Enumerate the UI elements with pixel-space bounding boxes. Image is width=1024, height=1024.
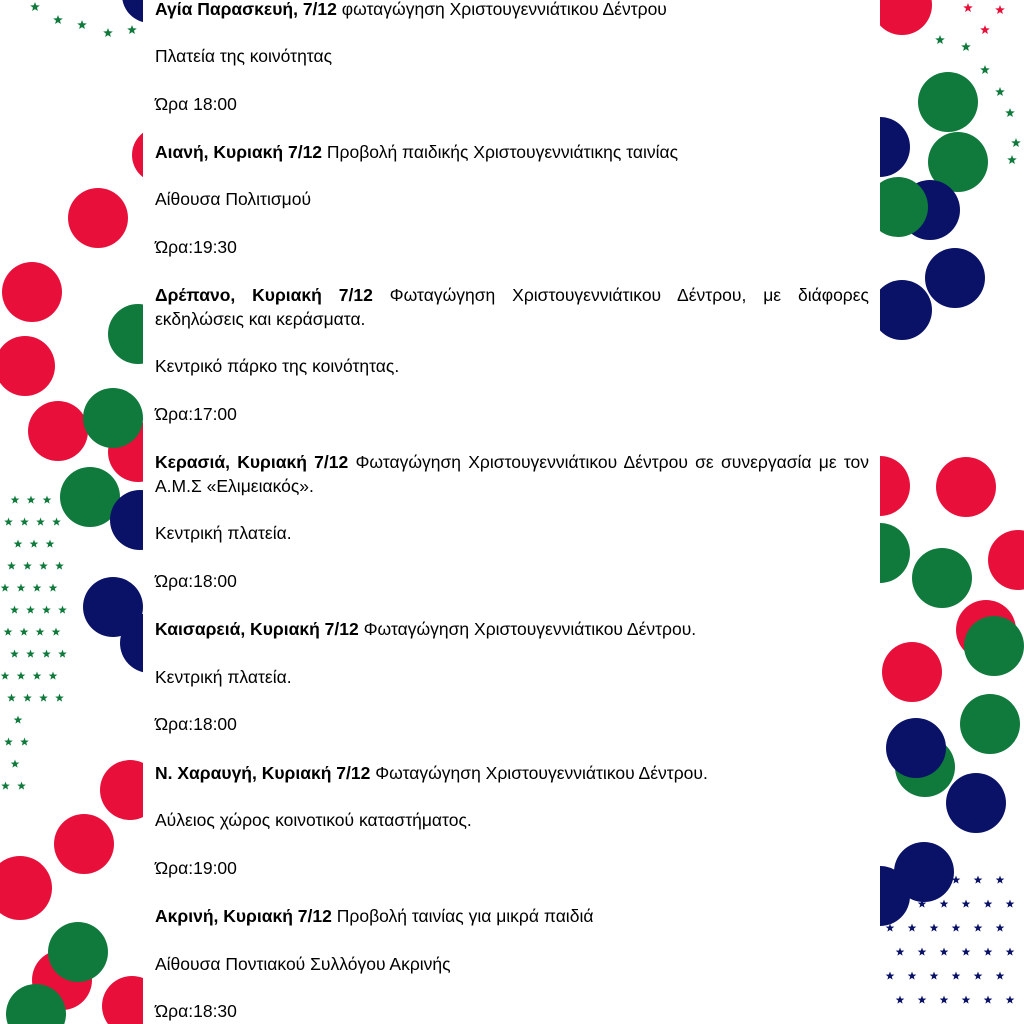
decorative-star-icon xyxy=(14,716,23,724)
decorative-star-icon xyxy=(46,540,55,548)
decorative-star-icon xyxy=(1011,138,1021,147)
decorative-star-icon xyxy=(26,650,35,658)
decorative-star-icon xyxy=(20,518,29,526)
decorative-star-icon xyxy=(103,28,113,37)
event-time: Ώρα:18:00 xyxy=(155,571,237,591)
decorative-star-icon xyxy=(996,972,1005,980)
decorative-star-icon xyxy=(49,584,58,592)
decorative-star-icon xyxy=(995,87,1005,96)
decorative-star-icon xyxy=(4,738,13,746)
decorative-circle xyxy=(918,72,978,132)
event-heading xyxy=(155,283,869,331)
event-time: Ώρα 18:00 xyxy=(155,94,237,114)
event-title: Αγία Παρασκευή, 7/12 xyxy=(155,0,337,19)
decorative-star-icon xyxy=(908,972,917,980)
decorative-circle xyxy=(48,922,108,982)
decorative-star-icon xyxy=(940,948,949,956)
event-description: Φωταγώγηση Χριστουγεννιάτικου Δέντρου. xyxy=(370,763,708,783)
decorative-star-icon xyxy=(43,496,52,504)
event-heading xyxy=(155,140,869,164)
event-title: Κερασιά, Κυριακή 7/12 xyxy=(155,452,349,472)
decorative-star-icon xyxy=(995,5,1005,14)
event-title: Ακρινή, Κυριακή 7/12 xyxy=(155,906,332,926)
decorative-star-icon xyxy=(1,782,10,790)
decorative-star-icon xyxy=(940,900,949,908)
decorative-star-icon xyxy=(30,2,40,11)
decorative-star-icon xyxy=(1006,996,1015,1004)
decorative-star-icon xyxy=(20,628,29,636)
event-title: Καισαρειά, Κυριακή 7/12 xyxy=(155,619,359,639)
decorative-circle xyxy=(946,773,1006,833)
decorative-star-icon xyxy=(39,694,48,702)
decorative-star-icon xyxy=(962,996,971,1004)
decorative-circle xyxy=(0,856,52,920)
decorative-star-icon xyxy=(886,972,895,980)
decorative-star-icon xyxy=(896,948,905,956)
decorative-star-icon xyxy=(996,876,1005,884)
decorative-star-icon xyxy=(930,924,939,932)
decorative-star-icon xyxy=(14,540,23,548)
decorative-circle xyxy=(28,401,88,461)
decorative-star-icon xyxy=(23,562,32,570)
event-heading xyxy=(155,450,869,498)
decorative-circle xyxy=(872,280,932,340)
decorative-star-icon xyxy=(27,496,36,504)
decorative-star-icon xyxy=(952,924,961,932)
decorative-circle xyxy=(68,188,128,248)
event-time: Ώρα:19:30 xyxy=(155,237,237,257)
decorative-star-icon xyxy=(984,948,993,956)
decorative-star-icon xyxy=(963,3,973,12)
event-venue: Αύλειος χώρος κοινοτικού καταστήματος. xyxy=(155,810,472,830)
decorative-star-icon xyxy=(930,972,939,980)
decorative-star-icon xyxy=(53,15,63,24)
decorative-star-icon xyxy=(33,584,42,592)
decorative-star-icon xyxy=(39,562,48,570)
decorative-circle xyxy=(960,694,1020,754)
decorative-star-icon xyxy=(974,972,983,980)
event-title: Ν. Χαραυγή, Κυριακή 7/12 xyxy=(155,763,371,783)
decorative-star-icon xyxy=(4,628,13,636)
decorative-star-icon xyxy=(7,694,16,702)
decorative-star-icon xyxy=(49,672,58,680)
decorative-star-icon xyxy=(77,20,87,29)
decorative-circle xyxy=(83,388,143,448)
decorative-star-icon xyxy=(974,876,983,884)
event-venue: Κεντρική πλατεία. xyxy=(155,523,292,543)
event-venue: Αίθουσα Πολιτισμού xyxy=(155,189,312,209)
decorative-circle xyxy=(2,262,62,322)
event-list xyxy=(155,0,869,1024)
event-description: Φωταγώγηση Χριστουγεννιάτικου Δέντρου σε συνεργασία με τον Α.Μ.Σ «Ελιμειακός». xyxy=(155,452,869,496)
decorative-star-icon xyxy=(908,924,917,932)
event-time: Ώρα:18:30 xyxy=(155,1001,237,1021)
decorative-star-icon xyxy=(7,562,16,570)
decorative-star-icon xyxy=(58,606,67,614)
decorative-star-icon xyxy=(996,924,1005,932)
decorative-star-icon xyxy=(1006,900,1015,908)
event-description: Φωταγώγηση Χριστουγεννιάτικου Δέντρου, με διάφορες εκδηλώσεις και κεράσματα. xyxy=(155,285,869,329)
decorative-star-icon xyxy=(17,672,26,680)
decorative-star-icon xyxy=(940,996,949,1004)
decorative-star-icon xyxy=(26,606,35,614)
event-venue: Κεντρικό πάρκο της κοινότητας. xyxy=(155,356,400,376)
decorative-circle xyxy=(54,814,114,874)
decorative-star-icon xyxy=(962,948,971,956)
decorative-circle xyxy=(872,0,932,35)
decorative-star-icon xyxy=(984,996,993,1004)
decorative-star-icon xyxy=(20,738,29,746)
decorative-star-icon xyxy=(11,496,20,504)
decorative-star-icon xyxy=(896,996,905,1004)
decorative-star-icon xyxy=(42,606,51,614)
event-title: Αιανή, Κυριακή 7/12 xyxy=(155,142,323,162)
event-title: Δρέπανο, Κυριακή 7/12 xyxy=(155,285,373,305)
decorative-star-icon xyxy=(30,540,39,548)
event-heading xyxy=(155,617,869,641)
decorative-star-icon xyxy=(1,672,10,680)
decorative-circle xyxy=(0,336,55,396)
event-description: φωταγώγηση Χριστουγεννιάτικου Δέντρου xyxy=(336,0,667,19)
decorative-star-icon xyxy=(23,694,32,702)
event-heading xyxy=(155,904,869,928)
decorative-star-icon xyxy=(11,760,20,768)
decorative-star-icon xyxy=(55,562,64,570)
decorative-star-icon xyxy=(980,65,990,74)
decorative-star-icon xyxy=(42,650,51,658)
decorative-star-icon xyxy=(10,650,19,658)
decorative-circle xyxy=(988,530,1024,590)
decorative-star-icon xyxy=(36,518,45,526)
decorative-star-icon xyxy=(52,628,61,636)
decorative-star-icon xyxy=(918,948,927,956)
decorative-circle xyxy=(964,616,1024,676)
decorative-star-icon xyxy=(1007,155,1017,164)
decorative-star-icon xyxy=(984,900,993,908)
decorative-star-icon xyxy=(1006,948,1015,956)
event-description: Προβολή ταινίας για μικρά παιδιά xyxy=(331,906,594,926)
decorative-star-icon xyxy=(10,606,19,614)
decorative-star-icon xyxy=(962,900,971,908)
decorative-star-icon xyxy=(1,584,10,592)
decorative-circle xyxy=(925,248,985,308)
decorative-star-icon xyxy=(1005,108,1015,117)
decorative-star-icon xyxy=(17,584,26,592)
decorative-star-icon xyxy=(935,35,945,44)
decorative-star-icon xyxy=(58,650,67,658)
decorative-star-icon xyxy=(33,672,42,680)
decorative-star-icon xyxy=(127,25,137,34)
event-venue: Κεντρική πλατεία. xyxy=(155,667,292,687)
decorative-star-icon xyxy=(17,782,26,790)
event-venue: Πλατεία της κοινότητας xyxy=(155,46,333,66)
event-heading xyxy=(155,761,869,785)
decorative-circle xyxy=(912,548,972,608)
event-description: Προβολή παιδικής Χριστουγεννιάτικης ταινίας xyxy=(322,142,679,162)
event-heading xyxy=(155,0,869,21)
decorative-star-icon xyxy=(952,972,961,980)
decorative-star-icon xyxy=(55,694,64,702)
event-time: Ώρα:17:00 xyxy=(155,404,237,424)
decorative-star-icon xyxy=(974,924,983,932)
decorative-circle xyxy=(936,457,996,517)
decorative-star-icon xyxy=(918,996,927,1004)
decorative-star-icon xyxy=(52,518,61,526)
decorative-circle xyxy=(886,718,946,778)
decorative-star-icon xyxy=(961,42,971,51)
event-time: Ώρα:18:00 xyxy=(155,714,237,734)
event-description: Φωταγώγηση Χριστουγεννιάτικου Δέντρου. xyxy=(358,619,697,639)
event-venue: Αίθουσα Ποντιακού Συλλόγου Ακρινής xyxy=(155,954,451,974)
decorative-star-icon xyxy=(4,518,13,526)
event-time: Ώρα:19:00 xyxy=(155,858,237,878)
decorative-star-icon xyxy=(980,25,990,34)
decorative-circle xyxy=(882,642,942,702)
decorative-star-icon xyxy=(36,628,45,636)
